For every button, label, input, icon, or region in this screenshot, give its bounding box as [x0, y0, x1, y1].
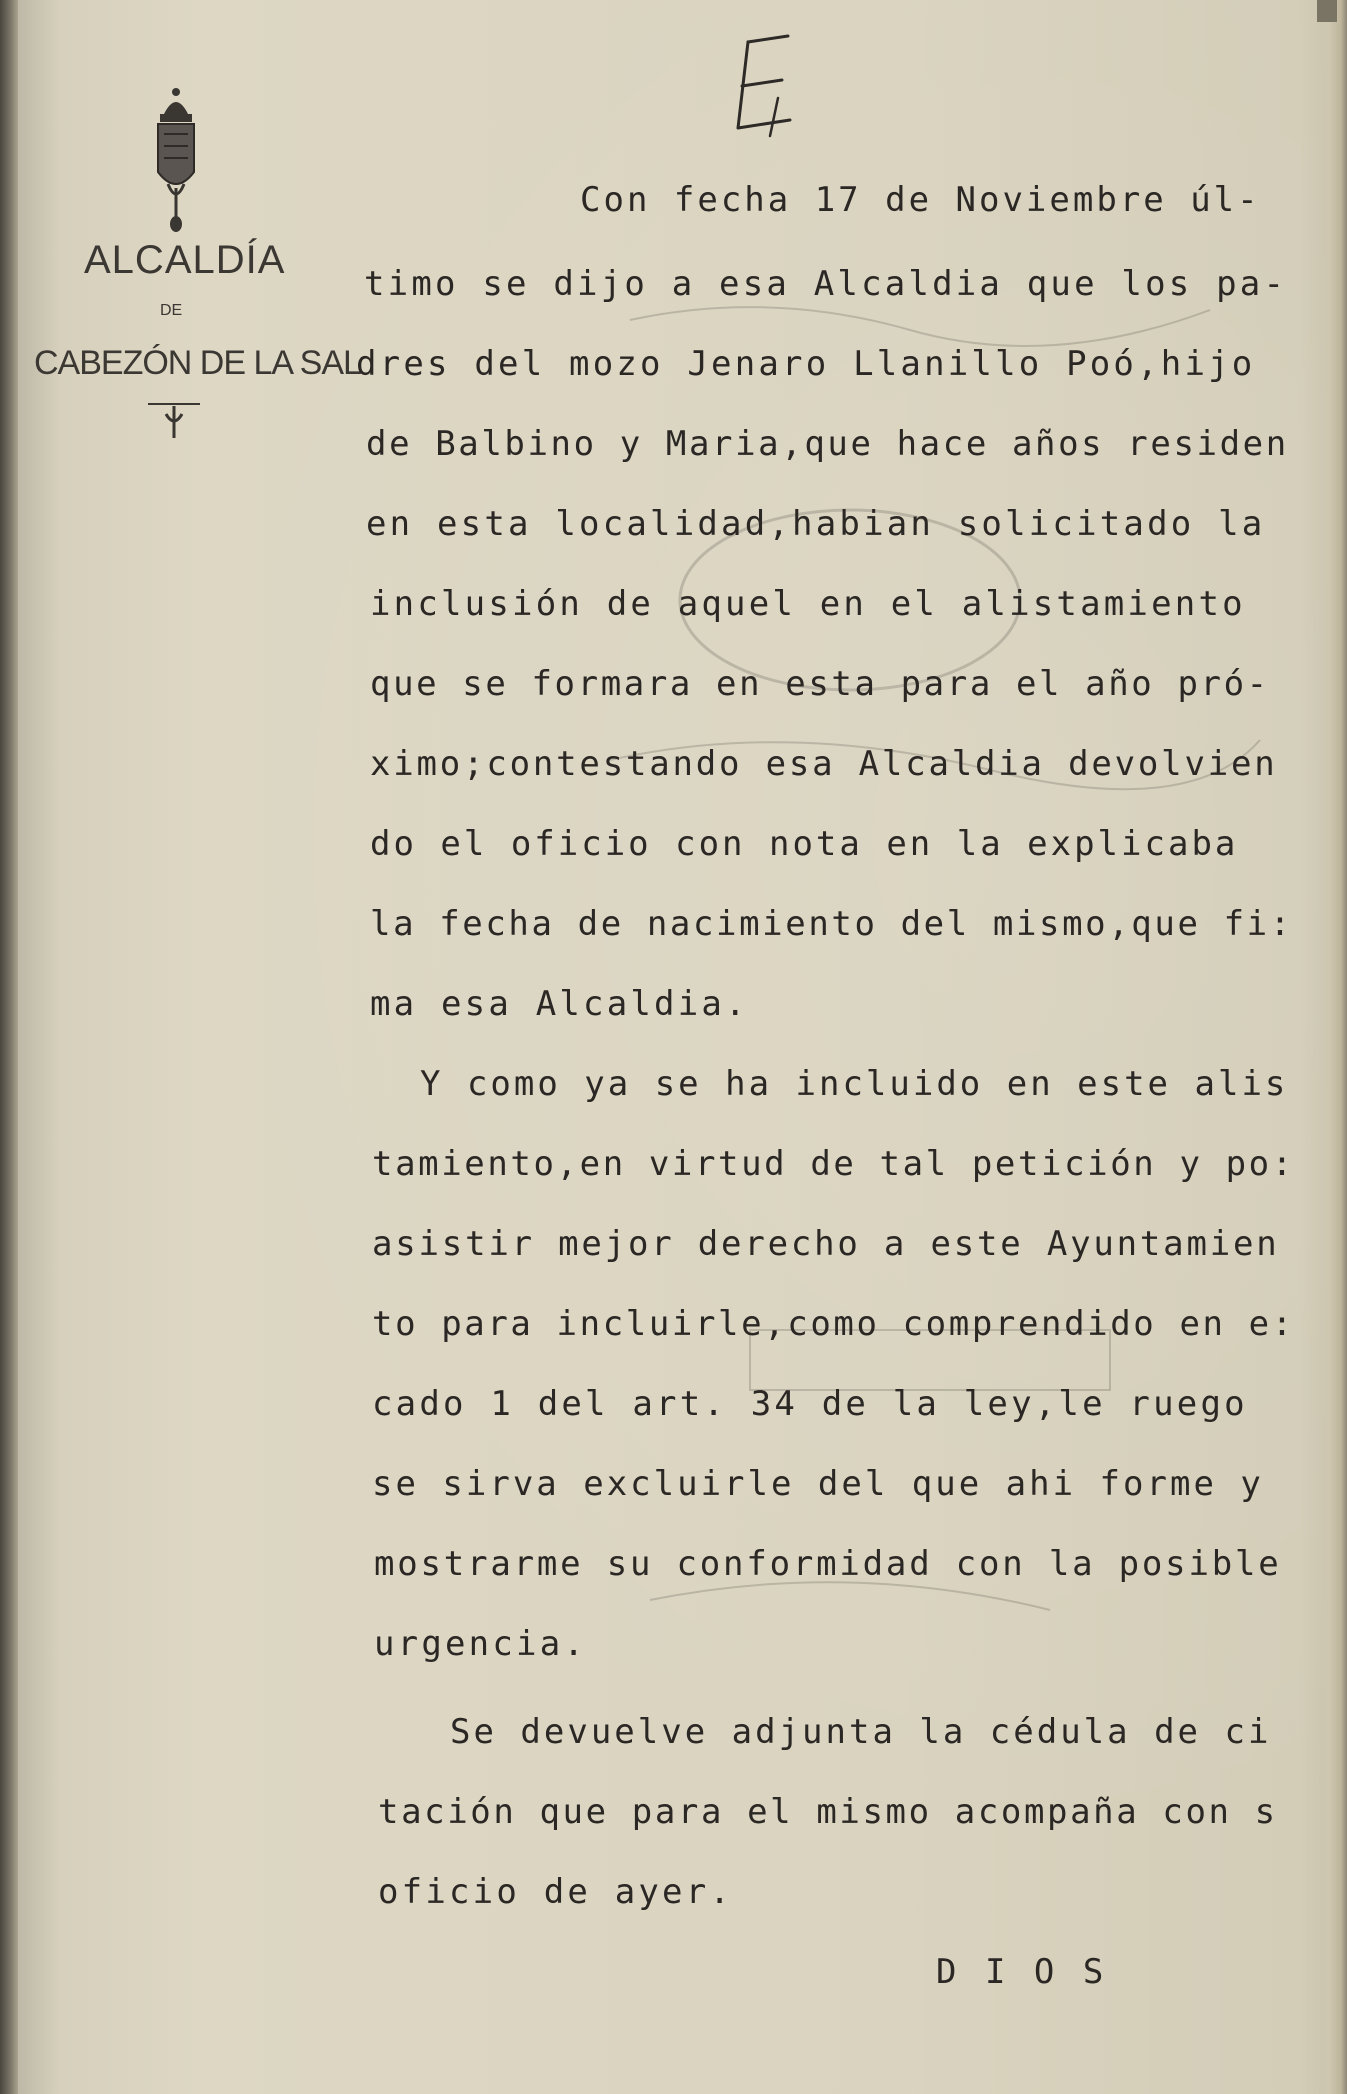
binding-edge — [0, 0, 18, 2094]
text-line: Se devuelve adjunta la cédula de ci — [450, 1712, 1272, 1752]
text-line: ma esa Alcaldia. — [370, 984, 749, 1024]
text-line: la fecha de nacimiento del mismo,que fi: — [370, 904, 1293, 944]
closing-word: D I O S — [936, 1952, 1108, 1992]
page-edge — [1323, 0, 1347, 2094]
text-line: asistir mejor derecho a este Ayuntamien — [372, 1224, 1280, 1264]
text-line: timo se dijo a esa Alcaldia que los pa- — [364, 264, 1288, 304]
text-line: urgencia. — [374, 1624, 588, 1664]
letterhead-connector: DE — [160, 302, 183, 319]
crown-crest-icon — [146, 84, 206, 234]
text-line: en esta localidad,habian solicitado la — [366, 504, 1266, 544]
text-line: dres del mozo Jenaro Llanillo Poó,hijo — [356, 344, 1256, 384]
text-line: cado 1 del art. 34 de la ley,le ruego — [372, 1384, 1248, 1424]
text-line: inclusión de aquel en el alistamiento — [370, 584, 1246, 624]
text-line: ximo;contestando esa Alcaldia devolvien — [370, 744, 1278, 784]
flourish-icon — [144, 400, 204, 442]
page-corner — [1317, 0, 1337, 22]
text-line: de Balbino y Maria,que hace años residen — [366, 424, 1289, 464]
text-line: tación que para el mismo acompaña con s — [378, 1792, 1278, 1832]
text-line: do el oficio con nota en la explicaba — [370, 824, 1239, 864]
text-line: Con fecha 17 de Noviembre úl- — [580, 180, 1261, 220]
text-line: se sirva excluirle del que ahi forme y — [372, 1464, 1264, 1504]
text-line: to para incluirle,como comprendido en e: — [372, 1304, 1295, 1344]
text-line: mostrarme su conformidad con la posible — [374, 1544, 1282, 1584]
text-line: Y como ya se ha incluido en este alis — [420, 1064, 1289, 1104]
text-line: que se formara en esta para el año pró- — [370, 664, 1270, 704]
margin-mark-icon — [720, 28, 810, 138]
letterhead-title: ALCALDÍA — [84, 238, 286, 282]
text-line: tamiento,en virtud de tal petición y po: — [372, 1144, 1295, 1184]
letterhead-place: CABEZÓN DE LA SAL — [34, 344, 361, 382]
text-line: oficio de ayer. — [378, 1872, 734, 1912]
